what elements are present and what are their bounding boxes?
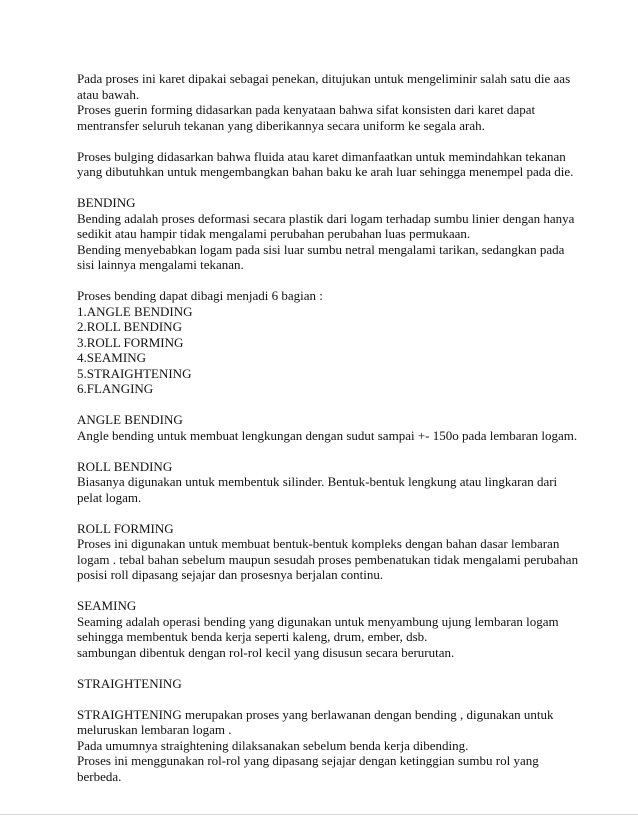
text-line: 3.ROLL FORMING	[77, 334, 184, 350]
text-line: Biasanya digunakan untuk membentuk silinder. Bentuk-bentuk lengkung atau lingkaran dari	[77, 474, 558, 489]
text-line: sehingga membentuk benda kerja seperti kaleng, drum, ember, dsb.	[77, 629, 428, 644]
paragraph-gap	[77, 180, 567, 196]
text-line: Bending adalah proses deformasi secara plastik dari logam terhadap sumbu linier dengan hanya	[77, 210, 575, 226]
paragraph-gap	[77, 133, 567, 149]
text-line: 2.ROLL BENDING	[77, 319, 182, 334]
text-line: ROLL FORMING	[77, 520, 174, 536]
text-line: ANGLE BENDING	[77, 412, 183, 427]
text-line: Proses bending dapat dibagi menjadi 6 bagian :	[77, 288, 323, 303]
text-line: Pada proses ini karet dipakai sebagai penekan, ditujukan untuk mengeliminir salah satu die aas	[77, 71, 571, 86]
text-line: Proses ini menggunakan rol-rol yang dipasang sejajar dengan ketinggian sumbu rol yang	[77, 753, 539, 768]
text-line: BENDING	[77, 195, 136, 210]
paragraph-gap	[77, 583, 567, 599]
text-line: meluruskan lembaran logam .	[77, 722, 232, 737]
text-line: 5.STRAIGHTENING	[77, 365, 192, 381]
text-line: 6.FLANGING	[77, 381, 154, 396]
paragraph-gap	[77, 273, 567, 289]
text-line: sedikit atau hampir tidak mengalami perubahan perubahan luas permukaan.	[77, 226, 471, 241]
text-line: ROLL BENDING	[77, 458, 173, 474]
text-line: sisi lainnya mengalami tekanan.	[77, 257, 244, 272]
text-line: atau bawah.	[77, 86, 140, 102]
text-line: mentransfer seluruh tekanan yang diberikannya secara uniform ke segala arah.	[77, 117, 485, 133]
text-line: Angle bending untuk membuat lengkungan dengan sudut sampai +- 150o pada lembaran logam.	[77, 427, 578, 443]
paragraph-gap	[77, 660, 567, 676]
text-line: 1.ANGLE BENDING	[77, 303, 193, 319]
text-line: STRAIGHTENING merupakan proses yang berlawanan dengan bending , digunakan untuk	[77, 706, 554, 722]
text-line: Bending menyebabkan logam pada sisi luar sumbu netral mengalami tarikan, sedangkan pada	[77, 241, 565, 257]
text-line: SEAMING	[77, 598, 137, 613]
paragraph-gap	[77, 397, 567, 413]
text-line: yang dibutuhkan untuk mengembangkan bahan baku ke arah luar sehingga menempel pada die.	[77, 164, 574, 179]
text-line: logam . tebal bahan sebelum maupun sesudah proses pembenatukan tidak mengalami perubahan	[77, 551, 579, 567]
text-line: 4.SEAMING	[77, 350, 146, 365]
text-line: Proses bulging didasarkan bahwa fluida atau karet dimanfaatkan untuk memindahkan tekanan	[77, 148, 566, 164]
text-line: Seaming adalah operasi bending yang digunakan untuk menyambung ujung lembaran logam	[77, 613, 559, 629]
paragraph-gap	[77, 443, 567, 459]
text-line: berbeda.	[77, 768, 122, 784]
paragraph-gap	[77, 505, 567, 521]
text-line: posisi roll dipasang sejajar dan prosesnya berjalan continu.	[77, 567, 384, 582]
text-line: Proses ini digunakan untuk membuat bentuk-bentuk kompleks dengan bahan dasar lembaran	[77, 536, 560, 551]
text-line: Proses guerin forming didasarkan pada kenyataan bahwa sifat konsisten dari karet dapat	[77, 102, 536, 117]
text-line: pelat logam.	[77, 489, 142, 505]
text-line: STRAIGHTENING	[77, 675, 182, 691]
page-bottom-divider	[0, 814, 638, 815]
text-line: Pada umumnya straightening dilaksanakan sebelum benda kerja dibending.	[77, 737, 469, 753]
paragraph-gap	[77, 691, 567, 707]
document-body	[77, 71, 579, 784]
text-line: sambungan dibentuk dengan rol-rol kecil yang disusun secara berurutan.	[77, 644, 455, 660]
